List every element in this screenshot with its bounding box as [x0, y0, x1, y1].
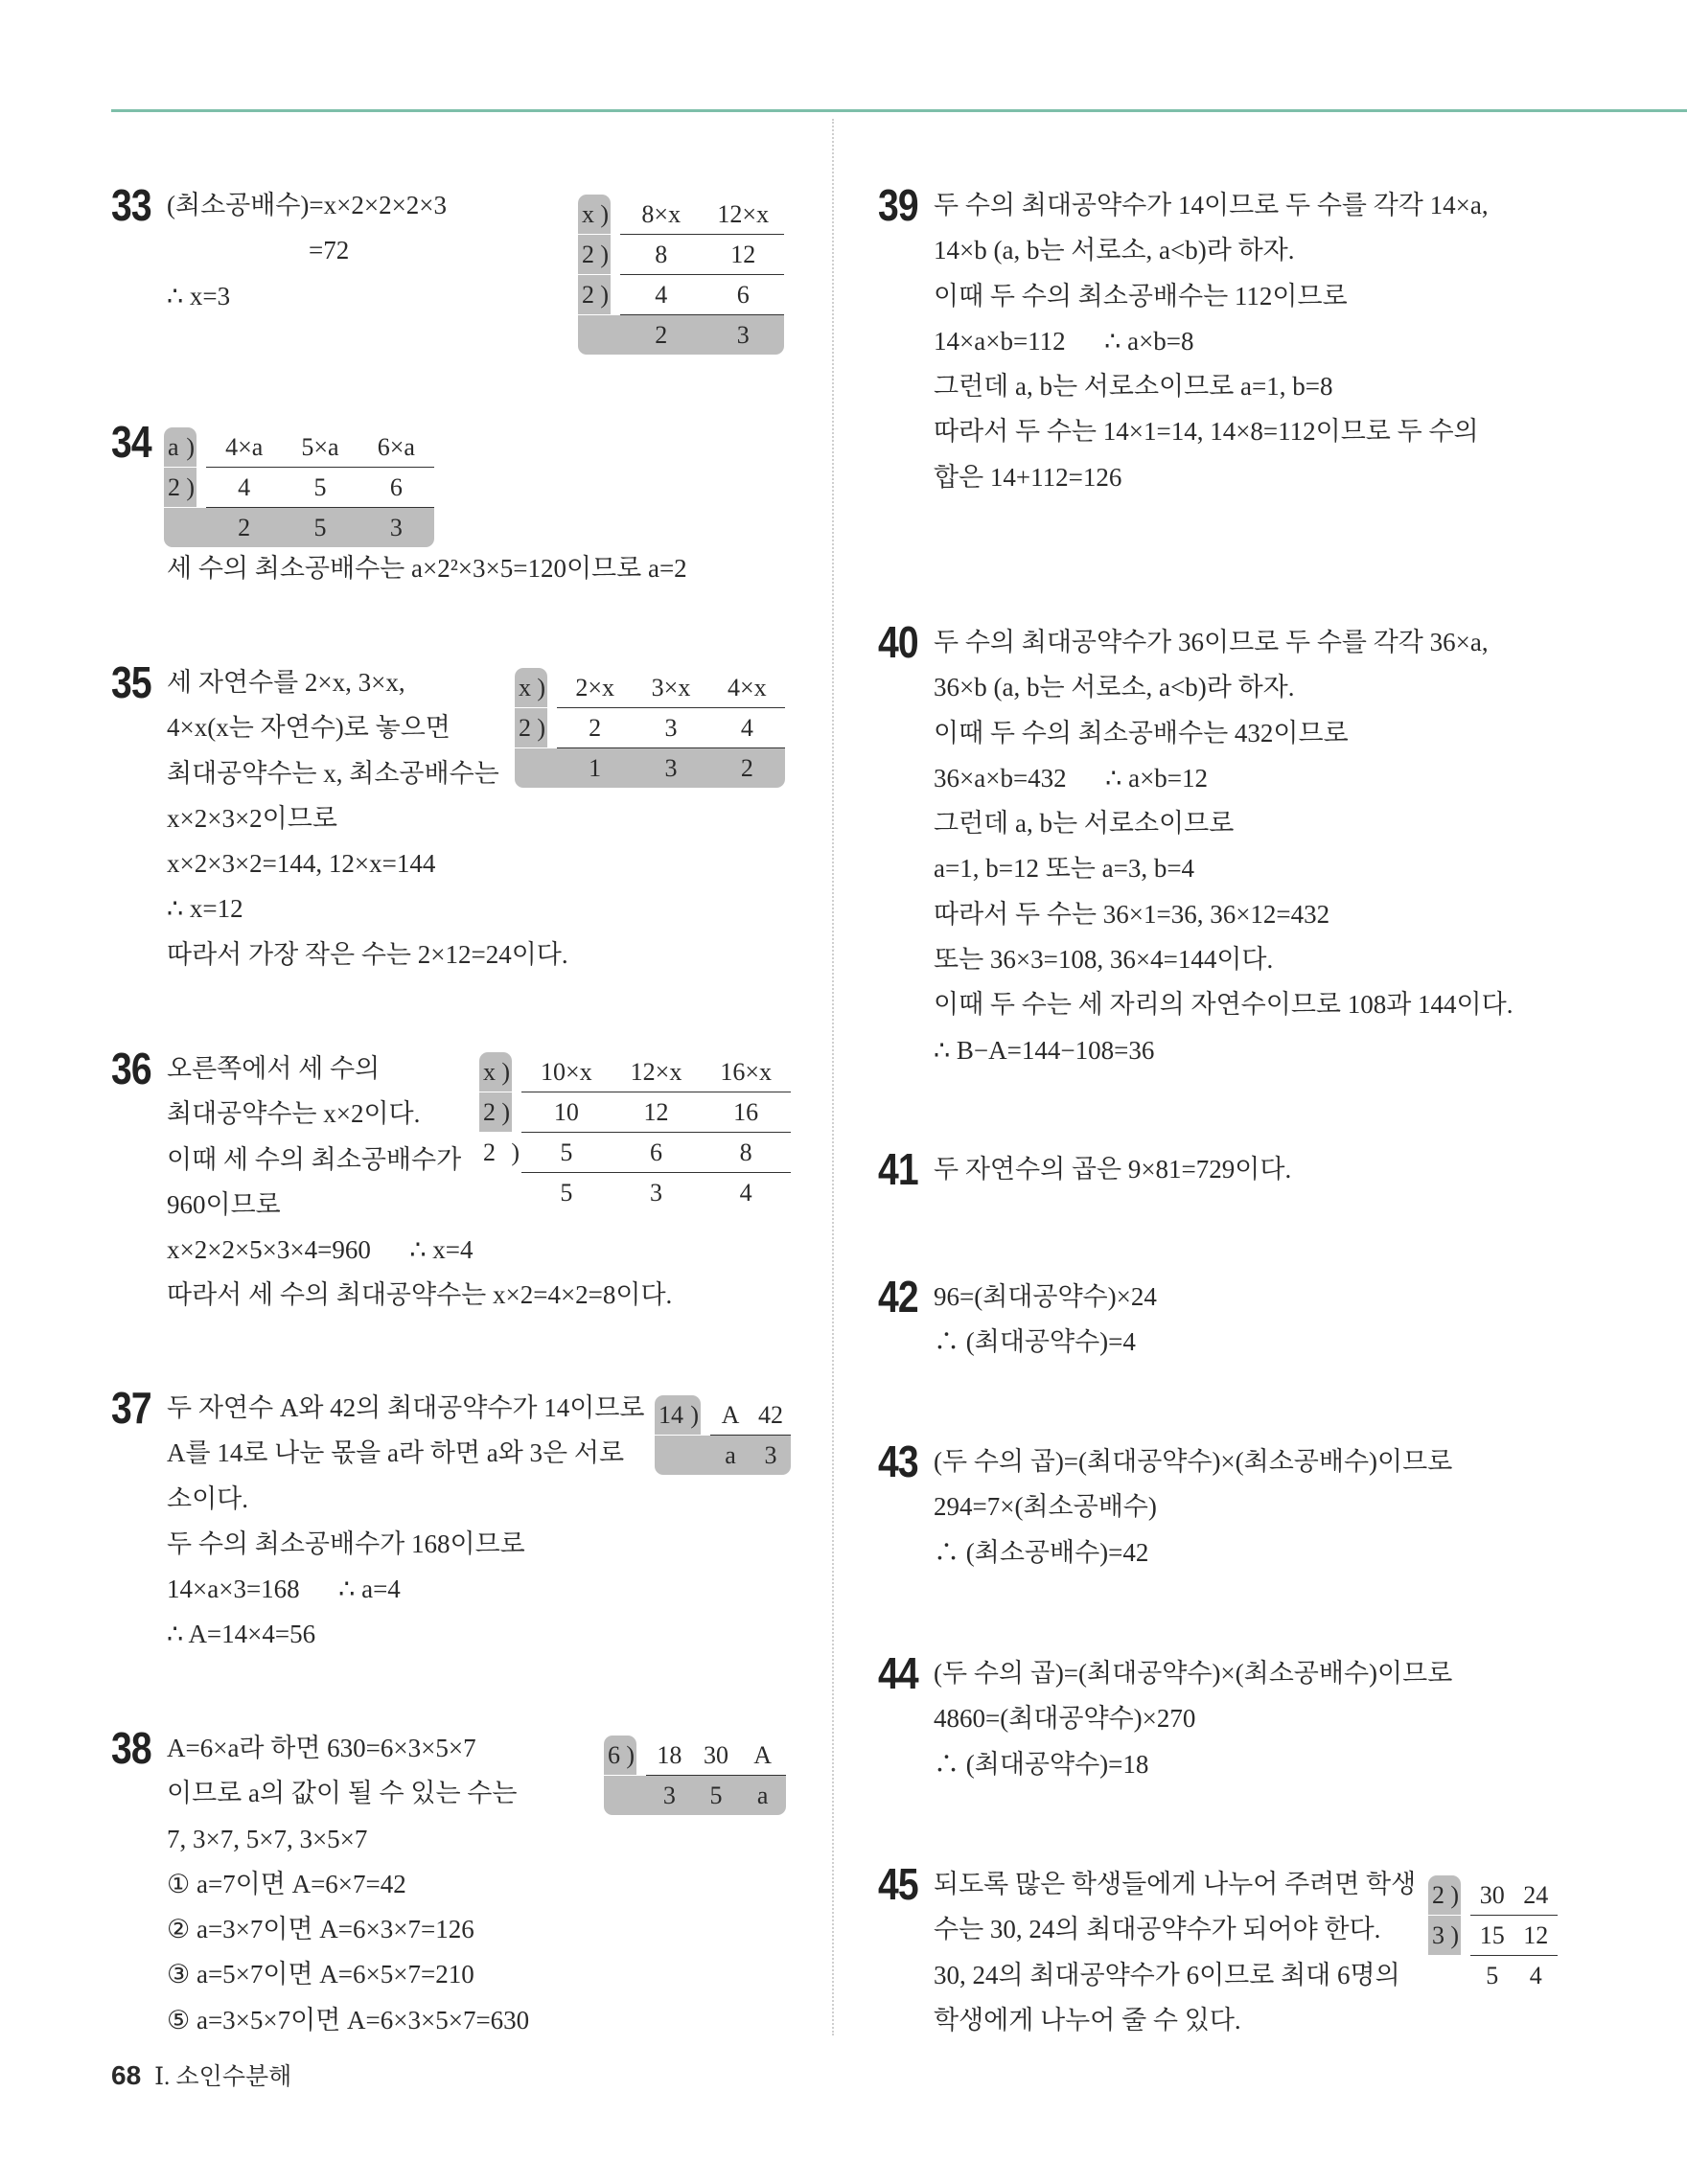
problem-number: 41: [878, 1144, 918, 1194]
solution-line: 이때 두 수는 세 자리의 자연수이므로 108과 144이다.: [934, 990, 1514, 1020]
dividend: 6×a: [358, 427, 434, 468]
solution-line: 96=(최대공약수)×24: [934, 1282, 1157, 1311]
solution-line: 되도록 많은 학생들에게 나누어 주려면 학생: [934, 1870, 1417, 1898]
dividend: 8×x: [620, 195, 703, 235]
solution-line: ∴ (최대공약수)=18: [934, 1749, 1149, 1779]
quotient: 3: [646, 1776, 693, 1815]
dividend: 30: [693, 1736, 740, 1776]
problem-number: 36: [111, 1044, 151, 1093]
divisor-value: 2: [519, 714, 531, 742]
dividend: 6: [612, 1133, 702, 1173]
divisor: [164, 427, 196, 467]
division-bracket: ): [186, 473, 195, 501]
solution-line: 이때 두 수의 최소공배수는 432이므로: [934, 718, 1349, 747]
solution-line: 최대공약수는 x, 최소공배수는: [167, 758, 499, 788]
dividend: A: [710, 1395, 751, 1436]
divisor: [578, 275, 611, 314]
solution-line: 이므로 a의 값이 될 수 있는 수는: [167, 1779, 518, 1808]
solution-line: 4×x(x는 자연수)로 놓으면: [167, 713, 451, 743]
solution-line: (두 수의 곱)=(최대공약수)×(최소공배수)이므로: [934, 1659, 1453, 1688]
division-bracket: ): [186, 433, 195, 461]
dividend: 5×a: [282, 427, 358, 468]
solution-line: 7, 3×7, 5×7, 3×5×7: [167, 1824, 368, 1853]
quotient: 3: [649, 1179, 662, 1207]
dividend: 30: [1470, 1875, 1514, 1916]
division-bracket: ): [690, 1401, 699, 1429]
solution-line: 이때 세 수의 최소공배수가: [167, 1144, 462, 1174]
solution-line: x×2×3×2=144, 12×x=144: [167, 849, 436, 879]
divisor-value: a: [168, 433, 179, 461]
dividend: 3×x: [633, 668, 708, 708]
divisor-value: 2: [582, 241, 594, 268]
solution-line: 30, 24의 최대공약수가 6이므로 최대 6명의: [934, 1960, 1400, 1989]
solution-line: 이때 두 수의 최소공배수는 112이므로: [934, 281, 1348, 310]
division-ladder: [604, 1736, 786, 1815]
problem-number: 42: [878, 1272, 918, 1322]
division-bracket: ): [600, 241, 609, 268]
problem-number: 44: [878, 1648, 918, 1698]
solution-line: 따라서 가장 작은 수는 2×12=24이다.: [167, 939, 568, 969]
solution-line: 두 수의 최소공배수가 168이므로: [167, 1529, 525, 1558]
division-bracket: ): [537, 674, 545, 701]
quotient: a: [710, 1436, 751, 1475]
solution-line: 36×b (a, b는 서로소, a<b)라 하자.: [934, 673, 1295, 702]
problem-number: 45: [878, 1859, 918, 1909]
solution-line: 수는 30, 24의 최대공약수가 되어야 한다.: [934, 1915, 1381, 1944]
solution-line: ⑤ a=3×5×7이면 A=6×3×5×7=630: [167, 2005, 530, 2035]
divisor-value: 6: [608, 1741, 620, 1769]
dividend: 16×x: [701, 1052, 791, 1092]
solution-42: [878, 1272, 1605, 1366]
quotient: 3: [633, 748, 708, 788]
solution-line: 14×b (a, b는 서로소, a<b)라 하자.: [934, 236, 1295, 265]
divisor: [578, 195, 611, 234]
dividend: 8: [620, 235, 703, 275]
problem-number: 34: [111, 417, 151, 467]
solution-line: 최대공약수는 x×2이다.: [167, 1099, 421, 1129]
quotient: 3: [751, 1436, 791, 1475]
problem-number: 37: [111, 1383, 151, 1433]
dividend: 4×a: [206, 427, 282, 468]
problem-number: 40: [878, 617, 918, 667]
top-rule: [111, 109, 1687, 112]
dividend: 4×x: [709, 668, 785, 708]
quotient-spacer: [1428, 1956, 1470, 1995]
solution-line: (최소공배수)=x×2×2×2×3: [167, 191, 448, 219]
dividend: 15: [1470, 1916, 1514, 1956]
solution-line: 두 수의 최대공약수가 14이므로 두 수를 각각 14×a,: [934, 191, 1489, 219]
division-ladder: [1428, 1875, 1558, 1995]
quotient-spacer: [604, 1776, 646, 1815]
quotient: 4: [739, 1179, 752, 1207]
problem-number: 38: [111, 1723, 151, 1773]
solution-line: 학생에게 나누어 줄 수 있다.: [934, 2005, 1241, 2035]
solution-line: A를 14로 나눈 몫을 a라 하면 a와 3은 서로: [167, 1438, 625, 1468]
solution-line: ∴ (최소공배수)=42: [934, 1537, 1149, 1567]
problem-number: 35: [111, 657, 151, 707]
solution-line: 또는 36×3=108, 36×4=144이다.: [934, 945, 1274, 975]
division-ladder: [655, 1395, 791, 1475]
divisor-value: 2: [168, 473, 180, 501]
divisor: [515, 668, 547, 707]
solution-line: ③ a=5×7이면 A=6×5×7=210: [167, 1960, 474, 1989]
quotient: 4: [1529, 1962, 1542, 1989]
divisor-value: x: [582, 200, 594, 228]
dividend: 12: [1514, 1916, 1559, 1956]
quotient-spacer: [578, 315, 620, 355]
quotient: a: [739, 1776, 786, 1815]
solution-line: 그런데 a, b는 서로소이므로: [934, 809, 1235, 839]
solution-line: (두 수의 곱)=(최대공약수)×(최소공배수)이므로: [934, 1447, 1453, 1476]
solution-39: [878, 180, 1605, 500]
division-bracket: ): [600, 281, 609, 309]
solution-line: ∴ B−A=144−108=36: [934, 1035, 1155, 1065]
division-bracket: ): [626, 1741, 635, 1769]
quotient-spacer: [515, 748, 557, 788]
dividend: 10: [521, 1092, 612, 1133]
solution-43: [878, 1437, 1605, 1575]
dividend: 3: [633, 708, 708, 748]
solution-line: ∴ x=12: [167, 894, 243, 924]
divisor: [578, 235, 611, 274]
divisor-value: x: [483, 1058, 496, 1086]
dividend: 5: [521, 1133, 612, 1173]
quotient: 2: [620, 315, 703, 355]
quotient: 5: [560, 1179, 573, 1207]
dividend: 10×x: [521, 1052, 612, 1092]
quotient: 5: [693, 1776, 740, 1815]
divisor: [164, 468, 196, 507]
solution-line: 합은 14+112=126: [934, 462, 1122, 492]
solution-line: 따라서 두 수는 14×1=14, 14×8=112이므로 두 수의: [934, 417, 1479, 447]
divisor: [479, 1133, 521, 1172]
division-bracket: ): [537, 714, 545, 742]
quotient-spacer: [164, 508, 206, 547]
dividend: 2×x: [557, 668, 633, 708]
dividend: 12×x: [612, 1052, 702, 1092]
dividend: 24: [1514, 1875, 1559, 1916]
problem-number: 39: [878, 180, 918, 230]
solution-line: ② a=3×7이면 A=6×3×7=126: [167, 1915, 474, 1944]
divisor-value: 2: [483, 1098, 496, 1126]
dividend: 4: [709, 708, 785, 748]
quotient: 3: [358, 508, 434, 547]
division-ladder: [164, 427, 434, 547]
solution-line: 294=7×(최소공배수): [934, 1492, 1157, 1522]
solution-line: ∴ (최대공약수)=4: [934, 1327, 1136, 1357]
divisor: [604, 1736, 636, 1775]
dividend: A: [739, 1736, 786, 1776]
solution-line: x×2×2×5×3×4=960 ∴ x=4: [167, 1235, 474, 1265]
division-bracket: ): [600, 200, 609, 228]
division-bracket: ): [511, 1138, 520, 1166]
solution-line: ∴ x=3: [167, 281, 231, 310]
dividend: 12: [612, 1092, 702, 1133]
divisor: [515, 708, 547, 747]
solution-line: 그런데 a, b는 서로소이므로 a=1, b=8: [934, 372, 1333, 402]
quotient-spacer: [479, 1173, 521, 1212]
solution-line: 36×a×b=432 ∴ a×b=12: [934, 763, 1209, 793]
solution-line: 두 수의 최대공약수가 36이므로 두 수를 각각 36×a,: [934, 628, 1489, 656]
solution-line: a=1, b=12 또는 a=3, b=4: [934, 854, 1195, 884]
solution-line: =72: [309, 236, 350, 265]
solution-line: x×2×3×2이므로: [167, 803, 337, 833]
dividend: 12×x: [703, 195, 785, 235]
divisor-value: 2: [1432, 1881, 1444, 1909]
division-bracket: ): [1450, 1921, 1459, 1949]
division-ladder: [578, 195, 784, 355]
division-bracket: ): [501, 1058, 510, 1086]
dividend: 12: [703, 235, 785, 275]
dividend: 42: [751, 1395, 791, 1436]
division-bracket: ): [501, 1098, 510, 1126]
problem-number: 43: [878, 1437, 918, 1486]
solution-44: [878, 1648, 1605, 1787]
division-ladder: [479, 1052, 791, 1212]
divisor: [1428, 1916, 1461, 1955]
divisor-value: 3: [1432, 1921, 1444, 1949]
solution-line: ∴ A=14×4=56: [167, 1620, 316, 1649]
divisor-value: x: [519, 674, 531, 701]
divisor-value: 2: [483, 1138, 496, 1166]
divisor: [655, 1395, 701, 1435]
solution-line: 소이다.: [167, 1483, 248, 1513]
dividend: 4: [620, 275, 703, 315]
solution-line: 14×a×b=112 ∴ a×b=8: [934, 326, 1194, 356]
quotient: 2: [709, 748, 785, 788]
solution-line: 따라서 두 수는 36×1=36, 36×12=432: [934, 899, 1330, 929]
solution-line: 세 수의 최소공배수는 a×2²×3×5=120이므로 a=2: [167, 554, 687, 583]
divisor: [479, 1092, 512, 1132]
dividend: 16: [701, 1092, 791, 1133]
solution-line: 세 자연수를 2×x, 3×x,: [167, 668, 405, 697]
dividend: 6: [703, 275, 785, 315]
divisor-value: 14: [659, 1401, 683, 1429]
division-bracket: ): [1450, 1881, 1459, 1909]
solution-line: 따라서 세 수의 최대공약수는 x×2=4×2=8이다.: [167, 1280, 673, 1310]
dividend: 5: [282, 468, 358, 508]
solution-line: 4860=(최대공약수)×270: [934, 1704, 1196, 1734]
solution-line: 960이므로: [167, 1189, 281, 1219]
dividend: 2: [557, 708, 633, 748]
dividend: 6: [358, 468, 434, 508]
quotient: 5: [1486, 1962, 1499, 1989]
dividend: 4: [206, 468, 282, 508]
quotient-spacer: [655, 1436, 710, 1475]
quotient: 3: [703, 315, 785, 355]
dividend: 8: [701, 1133, 791, 1173]
divisor: [1428, 1875, 1461, 1915]
quotient: 5: [282, 508, 358, 547]
solution-41: [878, 1144, 1605, 1194]
solution-line: 14×a×3=168 ∴ a=4: [167, 1575, 401, 1604]
solution-line: ① a=7이면 A=6×7=42: [167, 1869, 406, 1898]
solution-line: 두 자연수 A와 42의 최대공약수가 14이므로: [167, 1393, 645, 1422]
problem-number: 33: [111, 180, 151, 230]
chapter-title: Ⅰ. 소인수분해: [154, 2064, 292, 2090]
divisor: [479, 1052, 512, 1092]
solution-line: 오른쪽에서 세 수의: [167, 1054, 381, 1083]
quotient: 1: [557, 748, 633, 788]
solution-line: 두 자연수의 곱은 9×81=729이다.: [934, 1155, 1292, 1184]
divisor-value: 2: [582, 281, 594, 309]
solution-line: A=6×a라 하면 630=6×3×5×7: [167, 1734, 476, 1762]
solution-40: [878, 617, 1605, 1073]
quotient: 2: [206, 508, 282, 547]
dividend: 18: [646, 1736, 693, 1776]
division-ladder: [515, 668, 785, 788]
page-number: 68: [111, 2060, 142, 2090]
page-footer: [111, 2058, 291, 2095]
